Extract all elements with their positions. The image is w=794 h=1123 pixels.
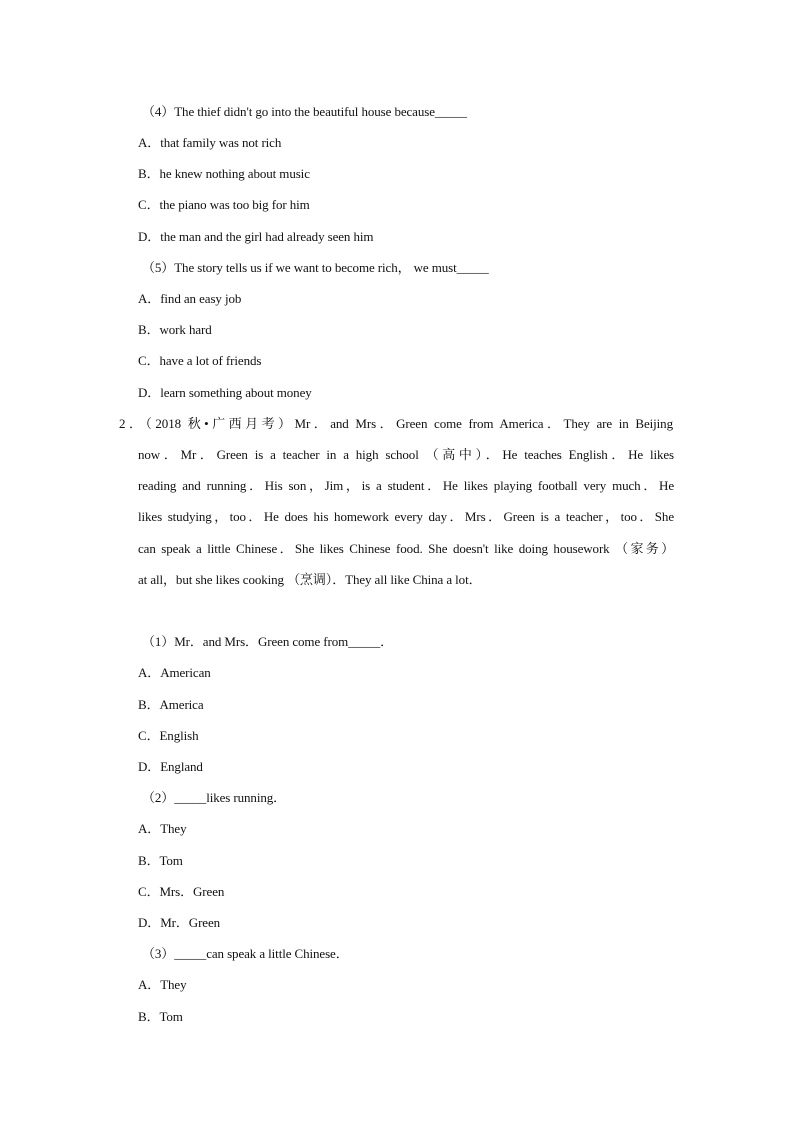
question-4-option-d: D．the man and the girl had already seen him (138, 229, 374, 244)
question-5-option-d: D．learn something about money (138, 385, 312, 400)
question-2-option-b: B．Tom (138, 853, 183, 868)
question-2-option-a: A．They (138, 821, 187, 836)
question-1-stem: （1）Mr．and Mrs．Green come from_____． (142, 634, 394, 649)
question-5-option-c: C．have a lot of friends (138, 353, 262, 368)
passage-line-3: reading and running．His son，Jim，is a student．He likes playing football very much．He (138, 478, 674, 493)
passage-line-5: can speak a little Chinese．She likes Chinese food. She doesn't like doing housework （家务） (138, 541, 674, 556)
passage-line-6: at all，but she likes cooking （烹调）．They all like China a lot． (138, 572, 482, 587)
question-2-stem: （2）_____likes running． (142, 790, 287, 805)
question-5-option-b: B．work hard (138, 322, 212, 337)
question-1-option-a: A．American (138, 665, 211, 680)
question-1-option-d: D．England (138, 759, 203, 774)
passage-line-1: 2．（2018 秋•广西月考）Mr．and Mrs．Green come from America．They are in Beijing (119, 416, 673, 431)
question-4-option-a: A．that family was not rich (138, 135, 282, 150)
question-3-option-b: B．Tom (138, 1009, 183, 1024)
passage-line-4: likes studying，too．He does his homework every day．Mrs．Green is a teacher，too．She (138, 509, 674, 524)
question-4-option-c: C．the piano was too big for him (138, 197, 310, 212)
question-4-option-b: B．he knew nothing about music (138, 166, 310, 181)
question-2-option-c: C．Mrs．Green (138, 884, 225, 899)
question-5-option-a: A．find an easy job (138, 291, 242, 306)
question-3-stem: （3）_____can speak a little Chinese． (142, 946, 349, 961)
question-4-stem: （4）The thief didn't go into the beautiful house because_____ (142, 104, 467, 119)
question-5-stem: （5）The story tells us if we want to become rich， we must_____ (142, 260, 489, 275)
passage-line-2: now．Mr．Green is a teacher in a high school （高中）．He teaches English．He likes (138, 447, 674, 462)
question-1-option-c: C．English (138, 728, 199, 743)
question-1-option-b: B．America (138, 697, 204, 712)
question-3-option-a: A．They (138, 977, 187, 992)
question-2-option-d: D．Mr．Green (138, 915, 221, 930)
